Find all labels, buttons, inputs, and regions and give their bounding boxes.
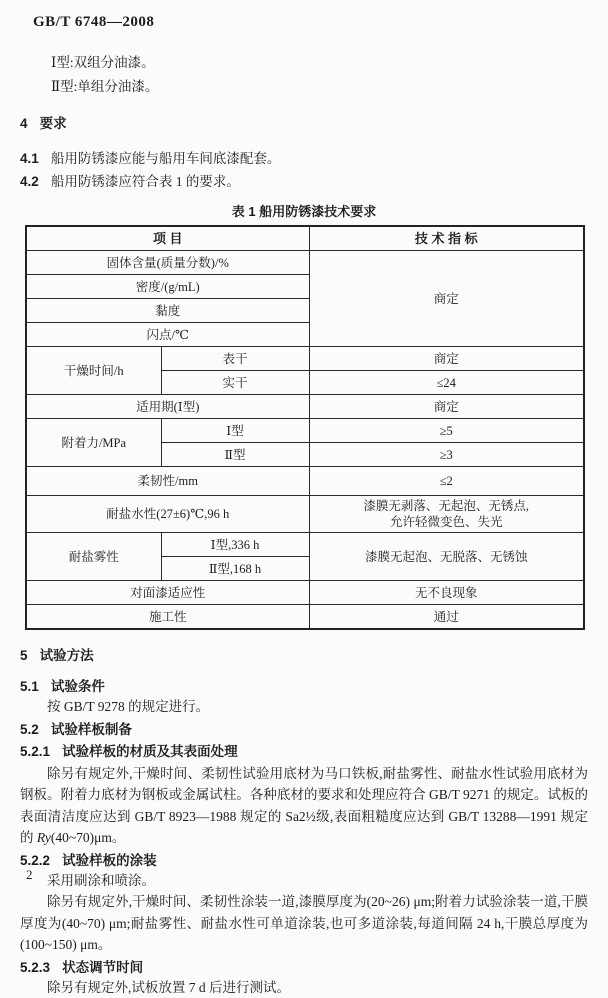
- cell-surface-dry: 表干: [161, 347, 309, 371]
- column-header-item: 项 目: [26, 226, 309, 251]
- salt-water-spec-line1: 漆膜无剥落、无起泡、无锈点,: [314, 498, 580, 514]
- cell-through-dry: 实干: [161, 371, 309, 395]
- substrate-text-2: (40~70)μm。: [51, 830, 126, 845]
- column-header-spec: 技 术 指 标: [309, 226, 584, 251]
- cell-adhesion-type1-spec: ≥5: [309, 419, 584, 443]
- clause-5-2-2-number: 5.2.2: [20, 853, 50, 868]
- cell-topcoat-compat: 对面漆适应性: [26, 581, 309, 605]
- substrate-text-1: 除另有规定外,干燥时间、柔韧性试验用底材为马口铁板,耐盐雾性、耐盐水性试验用底材为钢板。附着力底材为钢板或金属试柱。各种底材的要求和处理应符合 GB/T 9271 的规定。试板的表面清洁度应达到 GB/T 8923—1988 规定的 Sa2½级,表面粗糙度应达到 GB/T 13288—1991 规定的: [20, 766, 588, 846]
- cell-salt-spray-group: 耐盐雾性: [26, 533, 161, 581]
- cell-negotiated-merged: 商定: [309, 251, 584, 347]
- paragraph-coating: 除另有规定外,干燥时间、柔韧性涂装一道,漆膜厚度为(20~26) μm;附着力试验涂装一道,干膜厚度为(40~70) μm;耐盐雾性、耐盐水性可单道涂装,也可多道涂装,每道间隔 24 h,干膜总厚度为(100~150) μm。: [20, 891, 588, 956]
- section-5-number: 5: [20, 648, 28, 663]
- cell-adhesion-type2-spec: ≥3: [309, 443, 584, 467]
- clause-5-2-2-title: 试验样板的涂装: [62, 853, 157, 868]
- cell-pot-life: 适用期(Ⅰ型): [26, 395, 309, 419]
- cell-workability: 施工性: [26, 605, 309, 630]
- section-4-title: 要求: [40, 116, 67, 131]
- cell-flexibility: 柔韧性/mm: [26, 467, 309, 496]
- table-1: [25, 225, 585, 630]
- clause-5-2-1-heading: [20, 743, 608, 761]
- table-row: [26, 395, 584, 419]
- standard-number: GB/T 6748—2008: [33, 14, 608, 31]
- cell-density: 密度/(g/mL): [26, 275, 309, 299]
- cell-salt-water: 耐盐水性(27±6)℃,96 h: [26, 496, 309, 533]
- clause-5-2-heading: [20, 721, 608, 739]
- cell-topcoat-compat-spec: 无不良现象: [309, 581, 584, 605]
- clause-5-2-2-heading: [20, 852, 608, 870]
- clause-4-2: [20, 170, 588, 193]
- type-i-line: Ⅰ型:双组分油漆。: [51, 51, 608, 75]
- paragraph-substrate: [20, 763, 588, 849]
- table-row: [26, 251, 584, 275]
- clause-5-2-3-heading: [20, 959, 608, 977]
- clause-5-2-3-title: 状态调节时间: [62, 960, 143, 975]
- clause-5-2-3-number: 5.2.3: [20, 960, 50, 975]
- table-row: [26, 496, 584, 533]
- type-definitions: [51, 51, 608, 99]
- document-page: [0, 14, 608, 894]
- paragraph-conditioning: 除另有规定外,试板放置 7 d 后进行测试。: [20, 977, 588, 998]
- clause-5-2-1-title: 试验样板的材质及其表面处理: [62, 744, 238, 759]
- type-ii-line: Ⅱ型:单组分油漆。: [51, 75, 608, 99]
- cell-salt-spray-spec: 漆膜无起泡、无脱落、无锈蚀: [309, 533, 584, 581]
- section-4-number: 4: [20, 116, 28, 131]
- clause-4-2-number: 4.2: [20, 174, 39, 189]
- roughness-symbol: Ry: [37, 830, 51, 845]
- cell-solid-content: 固体含量(质量分数)/%: [26, 251, 309, 275]
- cell-adhesion-group: 附着力/MPa: [26, 419, 161, 467]
- cell-salt-water-spec: [309, 496, 584, 533]
- section-4-heading: [20, 115, 608, 133]
- clause-5-2-number: 5.2: [20, 722, 39, 737]
- cell-flexibility-spec: ≤2: [309, 467, 584, 496]
- clause-5-1-number: 5.1: [20, 679, 39, 694]
- clause-5-1-title: 试验条件: [51, 679, 105, 694]
- table-row: [26, 581, 584, 605]
- clause-5-1-heading: [20, 678, 608, 696]
- clause-4-1: [20, 147, 588, 170]
- cell-salt-spray-type2: Ⅱ型,168 h: [161, 557, 309, 581]
- cell-flash-point: 闪点/℃: [26, 323, 309, 347]
- table-row: [26, 533, 584, 557]
- cell-pot-life-spec: 商定: [309, 395, 584, 419]
- clause-5-2-1-number: 5.2.1: [20, 744, 50, 759]
- page-number: 2: [26, 867, 33, 883]
- cell-adhesion-type2: Ⅱ型: [161, 443, 309, 467]
- paragraph-application-method: 采用刷涂和喷涂。: [20, 870, 588, 892]
- salt-water-spec-line2: 允许轻微变色、失光: [314, 514, 580, 530]
- table-1-caption: 表 1 船用防锈漆技术要求: [0, 201, 608, 220]
- clause-4-2-text: 船用防锈漆应符合表 1 的要求。: [51, 174, 240, 189]
- cell-drying-time-group: 干燥时间/h: [26, 347, 161, 395]
- section-5-title: 试验方法: [40, 648, 94, 663]
- table-row: [26, 347, 584, 371]
- clause-5-1-body: 按 GB/T 9278 的规定进行。: [20, 696, 588, 718]
- table-row: [26, 467, 584, 496]
- clause-4-1-number: 4.1: [20, 151, 39, 166]
- table-row: [26, 605, 584, 630]
- section-5-heading: [20, 647, 608, 665]
- cell-salt-spray-type1: Ⅰ型,336 h: [161, 533, 309, 557]
- cell-surface-dry-spec: 商定: [309, 347, 584, 371]
- table-row: [26, 226, 584, 251]
- cell-viscosity: 黏度: [26, 299, 309, 323]
- cell-adhesion-type1: Ⅰ型: [161, 419, 309, 443]
- cell-workability-spec: 通过: [309, 605, 584, 630]
- clause-5-2-title: 试验样板制备: [51, 722, 132, 737]
- clause-4-1-text: 船用防锈漆应能与船用车间底漆配套。: [51, 151, 281, 166]
- cell-through-dry-spec: ≤24: [309, 371, 584, 395]
- table-row: [26, 419, 584, 443]
